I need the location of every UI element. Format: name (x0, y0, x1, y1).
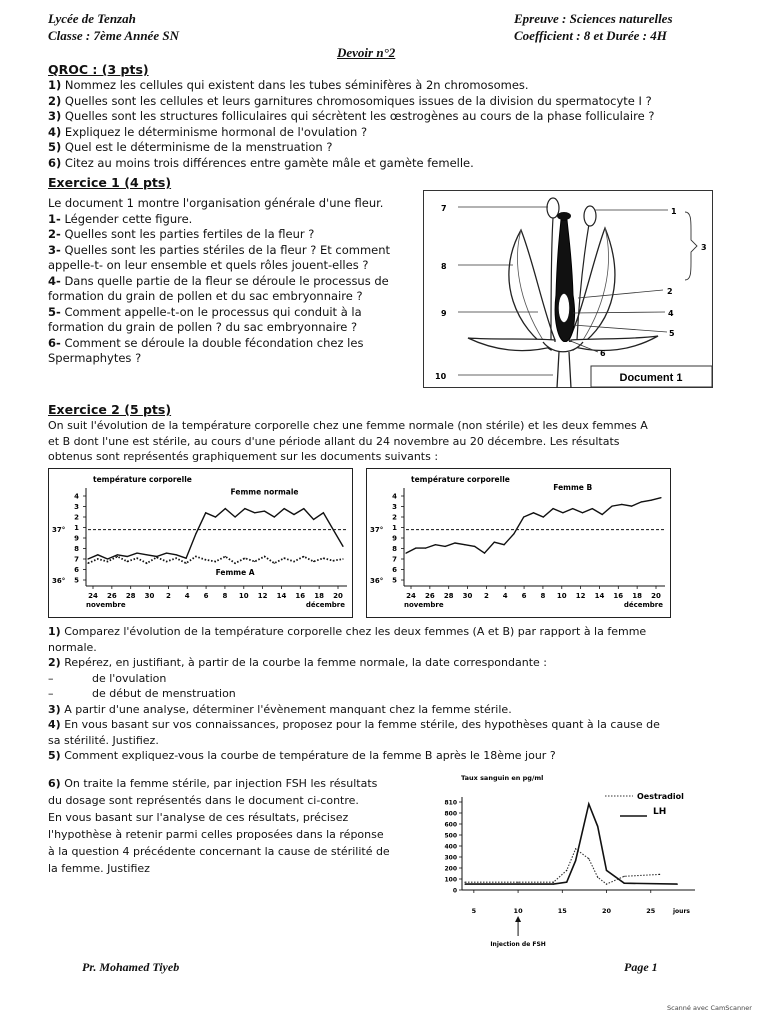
data-point (195, 533, 196, 534)
x-tick-label: 20 (602, 907, 612, 915)
data-point (454, 542, 455, 543)
qroc-item: 6) Citez au moins trois différences entre gamète mâle et gamète femelle. (48, 155, 474, 170)
x-tick-label: 6 (521, 592, 527, 600)
hormone-chart (425, 772, 725, 950)
label-3: 3 (701, 243, 707, 252)
x-tick-label: 4 (502, 592, 508, 600)
data-point (186, 558, 187, 559)
y-tick-label: 7 (392, 555, 397, 564)
data-point (597, 877, 598, 878)
data-point (313, 561, 314, 562)
ex2-q6 (48, 775, 428, 877)
ex2-intro-line: obtenus sont représentés graphiquement sur les documents suivants : (48, 450, 439, 463)
data-point (323, 512, 324, 513)
data-point (572, 508, 573, 509)
data-point (107, 558, 108, 559)
x-tick-label: 20 (651, 592, 661, 600)
x-tick-label: 26 (424, 592, 435, 600)
label-7: 7 (441, 204, 447, 213)
data-point (566, 882, 567, 883)
ex2-intro (48, 418, 748, 465)
x-label-december: décembre (623, 601, 663, 609)
data-point (624, 876, 625, 877)
data-point (606, 870, 607, 871)
x-tick-label: 14 (594, 592, 605, 600)
data-point (303, 556, 304, 557)
x-tick-label: 24 (88, 592, 98, 600)
data-point (415, 548, 416, 549)
data-point (606, 884, 607, 885)
ex1-line: Le document 1 montre l'organisation générale d'une fleur. (48, 196, 384, 210)
x-tick-label: 16 (613, 592, 624, 600)
y-tick-label: 810 (444, 799, 457, 807)
y-tick-label: 3 (74, 503, 79, 511)
ex2-intro-line: On suit l'évolution de la température corporelle chez une femme normale (non stérile) et les deux femmes A (48, 419, 648, 432)
chart-title: température corporelle (411, 475, 510, 484)
data-point (244, 558, 245, 559)
data-point (225, 508, 226, 509)
x-tick-label: 30 (462, 592, 473, 600)
x-tick-label: 12 (257, 592, 268, 600)
y-tick-label: 100 (444, 876, 457, 884)
label-4: 4 (668, 309, 674, 318)
x-tick-label: 8 (540, 592, 546, 600)
ex2-question: 4) En vous basant sur vos connaissances, proposez pour la femme stérile, des hypothèses quant à la cause de (48, 718, 660, 731)
data-point (186, 563, 187, 564)
data-point (631, 506, 632, 507)
data-point (136, 558, 137, 559)
y-label-37: 37° (370, 526, 384, 535)
data-point (333, 560, 334, 561)
data-point (582, 512, 583, 513)
data-point (127, 556, 128, 557)
y-label-36: 36° (52, 577, 66, 585)
data-point (575, 860, 576, 861)
label-2: 2 (667, 287, 673, 296)
y-tick-label: 3 (392, 503, 397, 511)
y-tick-label: 6 (392, 566, 397, 574)
figure-caption: Document 1 (619, 372, 683, 384)
x-tick-label: 10 (556, 592, 567, 600)
exam-title: Devoir n°2 (337, 45, 396, 60)
data-point (235, 563, 236, 564)
y-tick-label: 8 (74, 545, 79, 553)
anther-right (584, 206, 596, 226)
author-name: Pr. Mohamed Tiyeb (82, 960, 180, 974)
data-point (117, 556, 118, 557)
ex1-line: 3- Quelles sont les parties stériles de la fleur ? Et comment (48, 242, 391, 257)
ex2-questions (48, 624, 748, 764)
label-1: 1 (671, 207, 677, 216)
data-point (166, 553, 167, 554)
x-tick-label: 6 (203, 592, 209, 600)
x-tick-label: 26 (106, 592, 117, 600)
data-point (87, 558, 88, 559)
injection-label: Injection de FSH (490, 941, 546, 948)
data-point (274, 563, 275, 564)
ex1-line: appelle-t- on leur ensemble et quels rôles jouent-elles ? (48, 258, 369, 272)
data-point (543, 516, 544, 517)
x-tick-label: 2 (165, 592, 171, 600)
data-point (342, 546, 343, 547)
qroc-item: 1) Nommez les cellules qui existent dans les tubes séminifères à 2n chromosomes. (48, 78, 529, 92)
data-point (592, 508, 593, 509)
y-tick-label: 300 (444, 854, 457, 862)
x-label-november: novembre (86, 601, 126, 609)
qroc-item: 3) Quelles sont les structures folliculaires qui sécrètent les œstrogènes au cours de la phase folliculaire ? (48, 109, 655, 123)
ex1-line: formation du grain de pollen et du sac embryonnaire ? (48, 289, 363, 303)
x-tick-label: 18 (314, 592, 325, 600)
flower-figure (423, 190, 713, 388)
data-point (518, 882, 519, 883)
qroc-list (48, 78, 738, 171)
data-point (146, 563, 147, 564)
school-name: Lycée de Tenzah (48, 11, 136, 26)
scanner-mark: Scanné avec CamScanner (667, 1004, 752, 1012)
data-point (254, 512, 255, 513)
subject-label: Epreuve : Sciences naturelles (514, 11, 673, 26)
y-tick-label: 5 (392, 576, 397, 585)
temperature-chart-a (48, 468, 353, 618)
y-tick-label: 9 (392, 534, 397, 543)
data-point (205, 512, 206, 513)
data-point (659, 874, 660, 875)
x-tick-label: 14 (276, 592, 287, 600)
data-point (146, 554, 147, 555)
data-point (176, 558, 177, 559)
y-tick-label: 2 (74, 513, 79, 522)
data-point (97, 558, 98, 559)
qroc-item: 5) Quel est le déterminisme de la menstruation ? (48, 140, 333, 154)
y-tick-label: 2 (392, 513, 397, 522)
data-point (597, 826, 598, 827)
injection-arrow-head (515, 916, 521, 922)
data-point (97, 554, 98, 555)
chart-title: température corporelle (93, 475, 192, 484)
ex2-question: 3) A partir d'une analyse, déterminer l'évènement manquant chez la femme stérile. (48, 702, 512, 716)
ex1-title: Exercice 1 (4 pts) (48, 175, 172, 190)
chart-title: Taux sanguin en pg/ml (461, 774, 544, 782)
y-tick-label: 8 (392, 545, 397, 553)
q6-line: 6) On traite la femme stérile, par injection FSH les résultats (48, 777, 378, 790)
data-point (87, 563, 88, 564)
data-point (293, 561, 294, 562)
qroc-item: 2) Quelles sont les cellules et leurs garnitures chromosomiques issues de la division du spermatocyte I ? (48, 93, 652, 108)
q6-line: à la question 4 précédente concernant la cause de stérilité de (48, 845, 390, 858)
data-point (313, 519, 314, 520)
y-tick-label: 800 (444, 810, 457, 818)
legend-oestradiol: Oestradiol (637, 792, 684, 801)
temperature-chart-b (366, 468, 671, 618)
data-point (215, 561, 216, 562)
data-point (588, 858, 589, 859)
y-tick-label: 200 (444, 865, 457, 873)
data-point (264, 511, 265, 512)
qroc-item: 4) Expliquez le déterminisme hormonal de l'ovulation ? (48, 124, 368, 139)
x-tick-label: 24 (406, 592, 416, 600)
data-point (323, 558, 324, 559)
ex2-question: 5) Comment expliquez-vous la courbe de température de la femme B après le 18ème jour ? (48, 749, 556, 762)
legend-lh: LH (653, 807, 667, 817)
data-point (303, 508, 304, 509)
series-label: Femme normale (230, 487, 299, 497)
data-point (641, 501, 642, 502)
data-point (513, 533, 514, 534)
data-point (624, 883, 625, 884)
data-point (156, 557, 157, 558)
data-point (621, 504, 622, 505)
data-point (117, 554, 118, 555)
x-label-december: décembre (305, 601, 345, 609)
data-point (293, 514, 294, 515)
data-point (602, 514, 603, 515)
data-point (464, 884, 465, 885)
x-tick-label: 12 (575, 592, 586, 600)
qroc-title: QROC : (3 pts) (48, 62, 149, 77)
y-tick-label: 4 (74, 492, 79, 501)
data-point (176, 554, 177, 555)
data-point (284, 558, 285, 559)
x-tick-label: 16 (295, 592, 306, 600)
y-label-37: 37° (52, 526, 66, 535)
label-6: 6 (600, 349, 606, 358)
data-point (225, 556, 226, 557)
ex2-question: – de début de menstruation (48, 687, 236, 700)
x-tick-label: 2 (483, 592, 489, 600)
series-label: Femme B (553, 483, 593, 493)
x-tick-label: 28 (443, 592, 454, 600)
x-tick-label: 5 (471, 907, 477, 915)
data-point (504, 544, 505, 545)
x-tick-label: 25 (646, 907, 656, 915)
ex1-line: Spermaphytes ? (48, 351, 142, 365)
data-point (566, 870, 567, 871)
data-point (342, 558, 343, 559)
label-10: 10 (435, 372, 447, 381)
data-point (660, 497, 661, 498)
data-point (474, 546, 475, 547)
class-label: Classe : 7ème Année SN (48, 28, 179, 43)
x-tick-label: 4 (184, 592, 190, 600)
data-point (235, 516, 236, 517)
data-point (588, 803, 589, 804)
data-point (553, 884, 554, 885)
y-tick-label: 9 (74, 534, 79, 543)
data-point (205, 559, 206, 560)
y-tick-label: 7 (74, 555, 79, 564)
data-point (445, 546, 446, 547)
data-point (405, 553, 406, 554)
series-line-oestradiol (465, 849, 660, 884)
y-tick-label: 5 (74, 576, 79, 585)
data-point (494, 542, 495, 543)
x-tick-label: 15 (557, 907, 567, 915)
page-number: Page 1 (624, 960, 658, 974)
data-point (651, 500, 652, 501)
y-tick-label: 0 (452, 887, 457, 895)
y-label-36: 36° (370, 577, 384, 585)
coef-label: Coefficient : 8 et Durée : 4H (514, 28, 667, 43)
ex2-question: 1) Comparez l'évolution de la température corporelle chez les deux femmes (A et B) par rapport à la femme (48, 625, 647, 638)
y-tick-label: 600 (444, 821, 457, 829)
data-point (435, 544, 436, 545)
data-point (107, 561, 108, 562)
x-tick-label: 18 (632, 592, 643, 600)
stigma (557, 212, 571, 220)
ex1-line: formation du grain de pollen ? du sac embryonnaire ? (48, 320, 358, 334)
data-point (677, 884, 678, 885)
ex1-line: 4- Dans quelle partie de la fleur se déroule le processus de (48, 273, 389, 288)
ex2-question: 2) Repérez, en justifiant, à partir de la courbe la femme normale, la date correspondante : (48, 656, 547, 669)
label-5: 5 (669, 329, 675, 338)
data-point (553, 882, 554, 883)
x-tick-label: 10 (513, 907, 523, 915)
series-label: Femme A (215, 568, 255, 578)
ex2-intro-line: et B dont l'une est stérile, au cours d'une période allant du 24 novembre au 20 décembre. Les résultats (48, 434, 620, 448)
data-point (523, 516, 524, 517)
data-point (254, 561, 255, 562)
ex2-question: sa stérilité. Justifiez. (48, 733, 159, 747)
y-tick-label: 500 (444, 832, 457, 840)
data-point (518, 884, 519, 885)
q6-line: En vous basant sur l'analyse de ces résultats, précisez (48, 811, 349, 824)
x-axis-label: jours (673, 908, 690, 915)
x-label-november: novembre (404, 601, 444, 609)
data-point (553, 508, 554, 509)
x-tick-label: 8 (222, 592, 228, 600)
data-point (274, 516, 275, 517)
data-point (333, 529, 334, 530)
x-tick-label: 30 (144, 592, 155, 600)
ex1-line: 2- Quelles sont les parties fertiles de la fleur ? (48, 227, 315, 241)
q6-line: la femme. Justifiez (48, 862, 150, 875)
label-8: 8 (441, 262, 447, 271)
x-tick-label: 20 (333, 592, 343, 600)
data-point (484, 553, 485, 554)
data-point (562, 512, 563, 513)
data-point (136, 553, 137, 554)
ex2-title: Exercice 2 (5 pts) (48, 402, 172, 417)
y-tick-label: 1 (392, 524, 397, 532)
ex1-line: 6- Comment se déroule la double fécondation chez les (48, 335, 364, 350)
ex2-question: normale. (48, 640, 97, 654)
y-tick-label: 400 (444, 843, 457, 851)
data-point (127, 561, 128, 562)
data-point (284, 508, 285, 509)
data-point (215, 516, 216, 517)
data-point (464, 544, 465, 545)
data-point (166, 561, 167, 562)
q6-line: l'hypothèse à retenir parmi celles proposées dans la réponse (48, 828, 384, 841)
data-point (575, 848, 576, 849)
data-point (611, 506, 612, 507)
data-point (425, 548, 426, 549)
ex2-question: – de l'ovulation (48, 671, 167, 685)
ovule (559, 294, 569, 322)
y-tick-label: 4 (392, 492, 397, 501)
ex1-line: 5- Comment appelle-t-on le processus qui conduit à la (48, 304, 362, 319)
data-point (464, 882, 465, 883)
anther-left (547, 198, 559, 218)
data-point (244, 508, 245, 509)
ex1-text (48, 196, 418, 367)
y-tick-label: 6 (74, 566, 79, 574)
x-tick-label: 28 (125, 592, 136, 600)
x-tick-label: 10 (238, 592, 249, 600)
data-point (195, 556, 196, 557)
q6-line: du dosage sont représentés dans le document ci-contre. (48, 794, 359, 807)
data-point (533, 512, 534, 513)
data-point (264, 556, 265, 557)
ex1-line: 1- Légender cette figure. (48, 211, 193, 226)
label-9: 9 (441, 309, 447, 318)
y-tick-label: 1 (74, 524, 79, 532)
